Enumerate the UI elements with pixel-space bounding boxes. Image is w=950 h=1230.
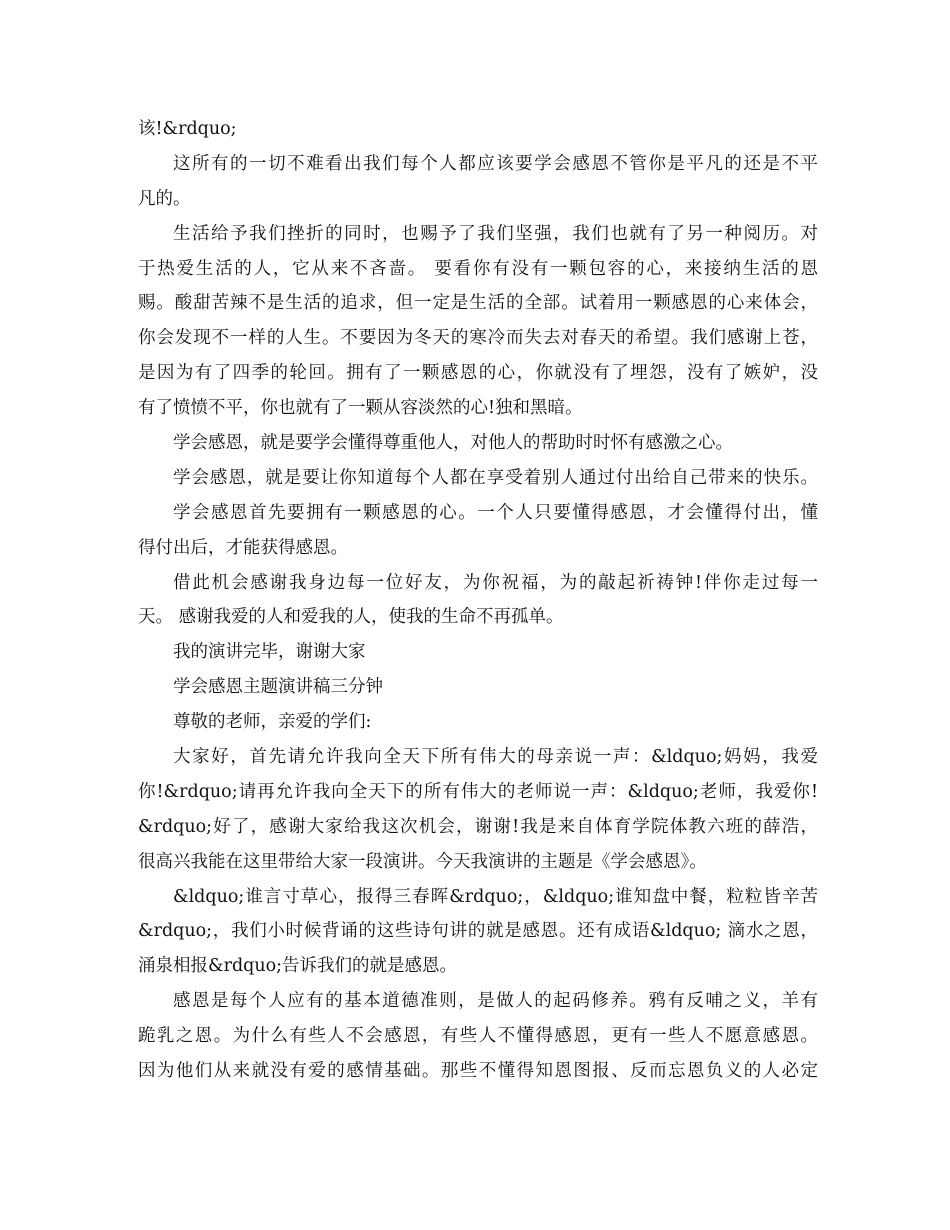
text-line: 天。 感谢我爱的人和爱我的人，使我的生命不再孤单。 [138,607,564,628]
text-line: 学会感恩，就是要让你知道每个人都在享受着别人通过付出给自己带来的快乐。 [173,467,818,488]
text-line: 该!&rdquo; [138,119,237,139]
text-line: 这所有的一切不难看出我们每个人都应该要学会感恩不管你是平凡的还是不平 [173,153,818,174]
text-line: 借此机会感谢我身边每一位好友，为你祝福，为的敲起祈祷钟!伴你走过每一 [173,572,818,593]
text-line: 很高兴我能在这里带给大家一段演讲。今天我演讲的主题是《学会感恩》。 [138,851,707,872]
text-line: 尊敬的老师，亲爱的学们: [173,712,372,733]
text-line: 跪乳之恩。为什么有些人不会感恩，有些人不懂得感恩，更有一些人不愿意感恩。 [138,1026,818,1047]
text-line: 生活给予我们挫折的同时，也赐予了我们坚强，我们也就有了另一种阅历。对 [173,223,818,244]
text-line: 大家好，首先请允许我向全天下所有伟大的母亲说一声：&ldquo;妈妈，我爱 [173,747,818,768]
text-line: &ldquo;谁言寸草心，报得三春晖&rdquo;，&ldquo;谁知盘中餐，粒粒皆辛苦 [173,886,818,907]
text-line: 学会感恩首先要拥有一颗感恩的心。一个人只要懂得感恩，才会懂得付出，懂 [173,502,818,523]
text-line: 于热爱生活的人，它从来不吝啬。 要看你有没有一颗包容的心，来接纳生活的恩 [138,258,818,279]
text-line: 赐。酸甜苦辣不是生活的追求，但一定是生活的全部。试着用一颗感恩的心来体会， [138,293,818,314]
text-line: 因为他们从来就没有爱的感情基础。那些不懂得知恩图报、反而忘恩负义的人必定 [138,1061,818,1082]
text-line: 有了愤愤不平，你也就有了一颗从容淡然的心!独和黑暗。 [138,398,583,419]
text-line: 你会发现不一样的人生。不要因为冬天的寒冷而失去对春天的希望。我们感谢上苍， [138,328,818,349]
text-line: &rdquo;好了，感谢大家给我这次机会，谢谢!我是来自体育学院体教六班的薛浩， [138,816,818,837]
text-line: 得付出后，才能获得感恩。 [138,537,348,558]
text-line: &rdquo;，我们小时候背诵的这些诗句讲的就是感恩。还有成语&ldquo; 滴水之恩， [138,921,818,942]
document-page [138,112,818,1089]
text-line: 你!&rdquo;请再允许我向全天下的所有伟大的老师说一声：&ldquo;老师，我爱你! [138,781,818,802]
text-line: 凡的。 [138,188,191,209]
text-line: 我的演讲完毕，谢谢大家 [173,642,366,663]
text-line: 感恩是每个人应有的基本道德准则，是做人的起码修养。鸦有反哺之义，羊有 [173,991,818,1012]
text-line: 学会感恩主题演讲稿三分钟 [173,677,383,698]
text-line: 学会感恩，就是要学会懂得尊重他人，对他人的帮助时时怀有感激之心。 [173,433,733,454]
text-line: 涌泉相报&rdquo;告诉我们的就是感恩。 [138,956,458,977]
text-line: 是因为有了四季的轮回。拥有了一颗感恩的心，你就没有了埋怨，没有了嫉妒，没 [138,363,818,384]
